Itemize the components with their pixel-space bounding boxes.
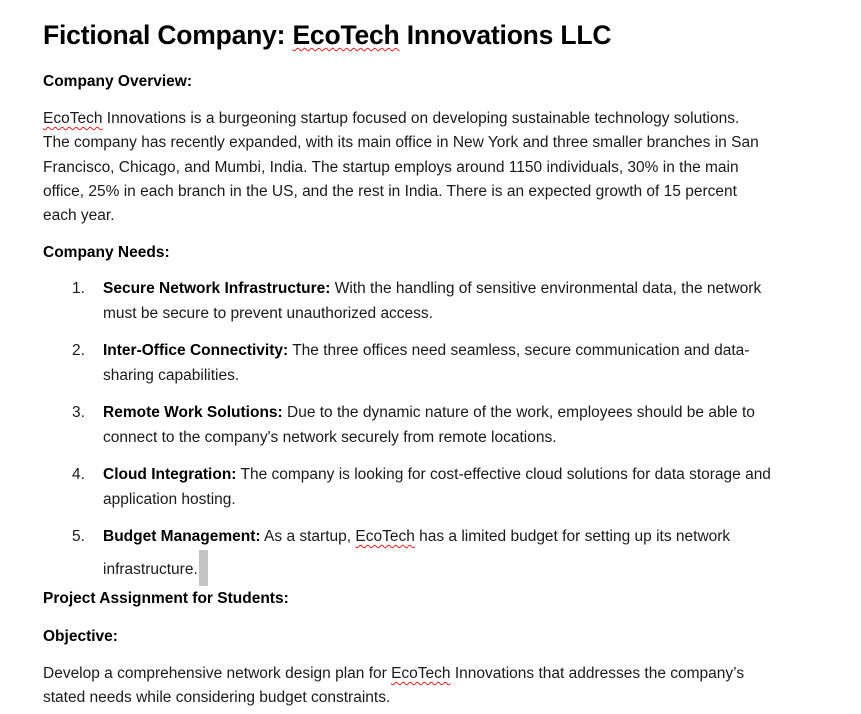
overview-line-1-text: Innovations is a burgeoning startup focused on developing sustainable technology solutions.: [102, 110, 740, 127]
need-body: [103, 339, 833, 388]
objective-line-1: [43, 662, 828, 686]
need-company-misspelled[interactable]: EcoTech: [355, 528, 415, 545]
project-heading: Project Assignment for Students:: [43, 590, 289, 607]
need-text: The company is looking for cost-effective cloud solutions for data storage and: [236, 466, 771, 483]
objective-text-rest: Innovations that addresses the company’s: [450, 665, 745, 682]
need-title: Budget Management:: [103, 528, 261, 545]
need-line-2: must be secure to prevent unauthorized access.: [103, 304, 433, 322]
need-body: [103, 401, 833, 450]
objective-line-2: stated needs while considering budget constraints.: [43, 689, 391, 707]
objective-heading: Objective:: [43, 628, 118, 645]
document-title: [43, 20, 611, 51]
overview-line-2: The company has recently expanded, with its main office in New York and three smaller branches in San: [43, 134, 759, 152]
need-text: Due to the dynamic nature of the work, employees should be able to: [282, 404, 755, 421]
need-title: Inter-Office Connectivity:: [103, 342, 289, 359]
objective-paragraph: [43, 662, 828, 711]
overview-paragraph: [43, 107, 828, 228]
need-number: 1.: [72, 280, 85, 297]
need-number: 3.: [72, 404, 85, 421]
text-cursor: [199, 550, 208, 586]
overview-line-4: office, 25% in each branch in the US, and the rest in India. There is an expected growth of 15 percent: [43, 182, 737, 200]
needs-heading: Company Needs:: [43, 244, 170, 261]
objective-text: Develop a comprehensive network design plan for: [43, 665, 392, 682]
overview-company-misspelled[interactable]: EcoTech: [43, 110, 103, 127]
need-body: [103, 525, 833, 586]
title-suffix: Innovations LLC: [399, 20, 612, 50]
need-line: [103, 525, 833, 550]
need-line: [103, 463, 833, 488]
need-text-rest: has a limited budget for setting up its network: [414, 528, 731, 545]
need-title: Cloud Integration:: [103, 466, 237, 483]
need-line-2-text: infrastructure.: [103, 560, 198, 578]
need-title: Remote Work Solutions:: [103, 404, 283, 421]
objective-company-misspelled[interactable]: EcoTech: [391, 665, 451, 682]
need-line: [103, 277, 833, 302]
need-number: 5.: [72, 528, 85, 545]
overview-heading: Company Overview:: [43, 73, 193, 90]
overview-line-5: each year.: [43, 207, 115, 225]
need-line-2: sharing capabilities.: [103, 366, 240, 384]
overview-line-3: Francisco, Chicago, and Mumbi, India. The startup employs around 1150 individuals, 30% in the main: [43, 158, 739, 176]
need-body: [103, 277, 833, 326]
need-line: [103, 339, 833, 364]
need-body: [103, 463, 833, 512]
need-number: 4.: [72, 466, 85, 483]
need-line: [103, 401, 833, 426]
need-text: With the handling of sensitive environmental data, the network: [330, 280, 762, 297]
need-title: Secure Network Infrastructure:: [103, 280, 331, 297]
need-line-2: [103, 550, 833, 586]
need-text: As a startup,: [260, 528, 356, 545]
title-company-misspelled[interactable]: EcoTech: [292, 20, 400, 50]
need-line-2: application hosting.: [103, 490, 236, 508]
need-text: The three offices need seamless, secure communication and data-: [288, 342, 750, 359]
overview-line-1: [43, 107, 828, 131]
need-line-2: connect to the company's network securely from remote locations.: [103, 428, 557, 446]
title-prefix: Fictional Company:: [43, 20, 293, 50]
need-number: 2.: [72, 342, 85, 359]
